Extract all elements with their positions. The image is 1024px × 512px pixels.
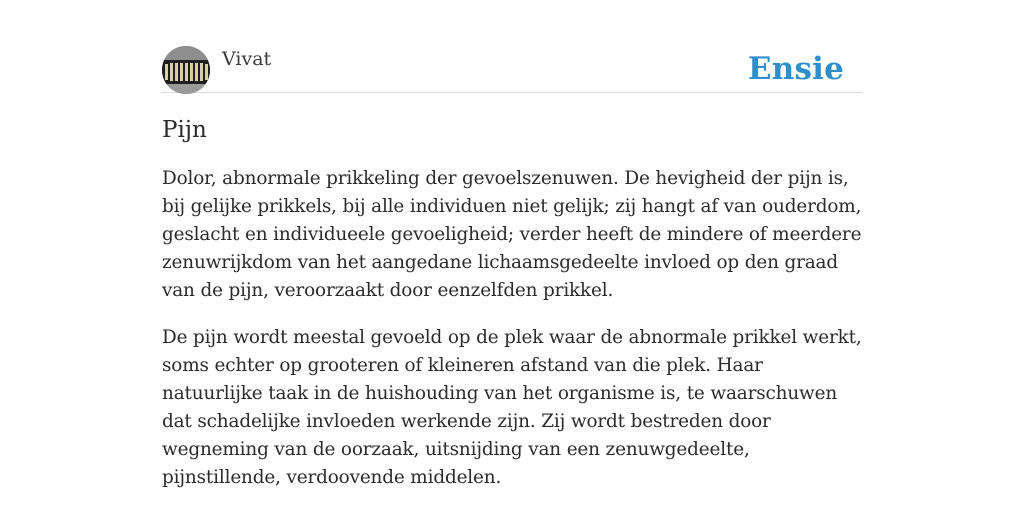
entry-header: [162, 46, 862, 93]
author-name[interactable]: Vivat: [222, 48, 272, 70]
author-avatar[interactable]: [162, 46, 210, 94]
entry-paragraph: Dolor, abnormale prikkeling der gevoelszenuwen. De hevigheid der pijn is, bij gelijke prikkels, bij alle individuen niet gelijk; zij hangt af van ouderdom, geslacht en individueele gevoeligheid; verder heeft de mindere of meerdere zenuwrijkdom van het aangedane lichaamsgedeelte invloed op den graad van de pijn, veroorzaakt door eenzelfden prikkel.: [162, 168, 862, 301]
avatar-image: [162, 46, 210, 94]
entry-body: [162, 165, 862, 492]
entry-card: [162, 46, 862, 492]
entry-title: Pijn: [162, 117, 207, 143]
brand-logo[interactable]: Ensie: [747, 51, 844, 87]
entry-paragraph: De pijn wordt meestal gevoeld op de plek waar de abnormale prikkel werkt, soms echter op grooteren of kleineren afstand van die plek. Haar natuurlijke taak in de huishouding van het organisme is, te waarschuwen dat schadelijke invloeden werkende zijn. Zij wordt bestreden door wegneming van de oorzaak, uitsnijding van een zenuwgedeelte, pijnstillende, verdoovende middelen.: [162, 327, 862, 488]
